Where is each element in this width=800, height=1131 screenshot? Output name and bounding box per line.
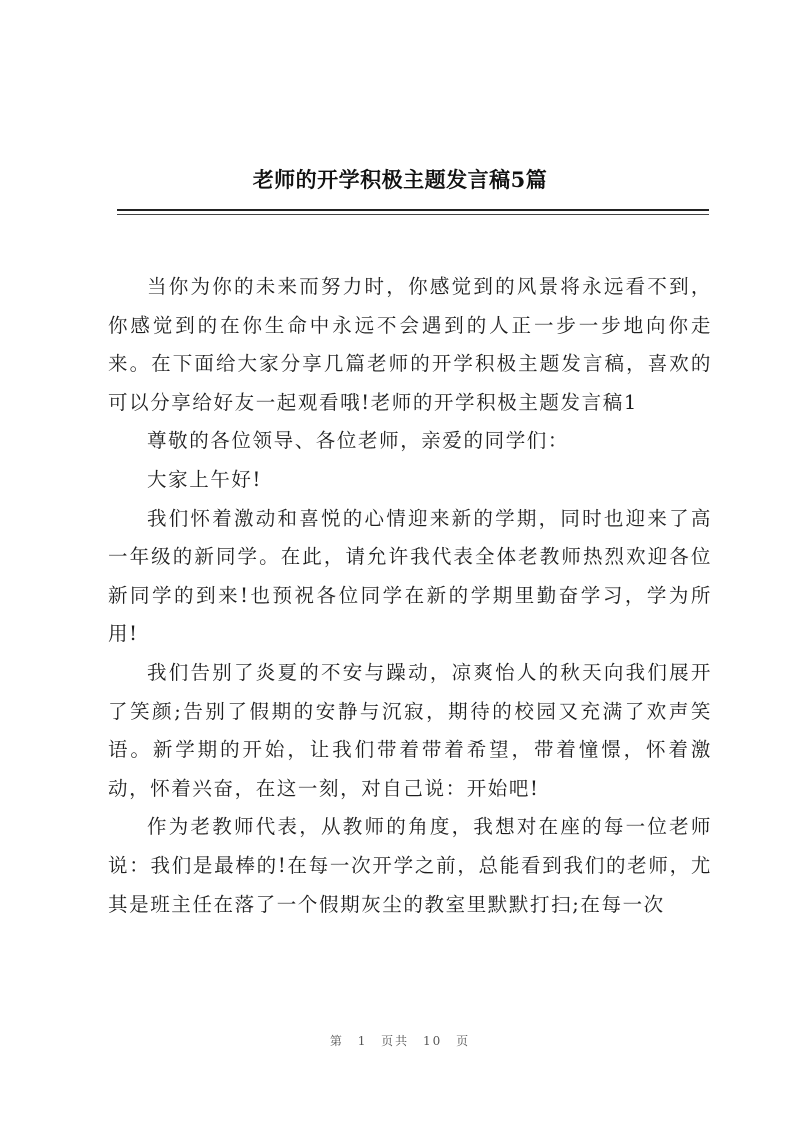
paragraph-greeting: 大家上午好! [147,467,262,491]
paragraph-welcome: 我们怀着激动和喜悦的心情迎来新的学期，同时也迎来了高一年级的新同学。在此，请允许我代表全体老教师热烈欢迎各位新同学的到来!也预祝各位同学在新的学期里勤奋学习，学为所用! [108,506,712,646]
paragraph-season: 我们告别了炎夏的不安与躁动，凉爽怡人的秋天向我们展开了笑颜;告别了假期的安静与沉寂，期待的校园又充满了欢声笑语。新学期的开始，让我们带着带着希望，带着憧憬，怀着激动，怀着兴奋，在这一刻，对自己说：开始吧! [108,660,712,800]
paragraph-salutation: 尊敬的各位领导、各位老师，亲爱的同学们： [147,429,570,453]
title-divider [117,209,709,211]
footer-suffix: 页 [456,1034,471,1048]
footer-middle: 页共 [381,1034,410,1048]
document-body [108,268,712,924]
footer-page-number: 1 [357,1034,368,1048]
title-divider-thin [117,214,709,215]
paragraph-teachers: 作为老教师代表，从教师的角度，我想对在座的每一位老师说：我们是最棒的!在每一次开学之前，总能看到我们的老师，尤其是班主任在落了一个假期灰尘的教室里默默打扫;在每一次 [108,815,712,916]
page-footer [0,1032,800,1049]
footer-total-pages: 10 [423,1034,443,1048]
footer-prefix: 第 [329,1034,344,1048]
paragraph-intro: 当你为你的未来而努力时，你感觉到的风景将永远看不到，你感觉到的在你生命中永远不会遇到的人正一步一步地向你走来。在下面给大家分享几篇老师的开学积极主题发言稿，喜欢的可以分享给好友一起观看哦!老师的开学积极主题发言稿1 [108,275,712,414]
document-title: 老师的开学积极主题发言稿5篇 [252,167,548,192]
